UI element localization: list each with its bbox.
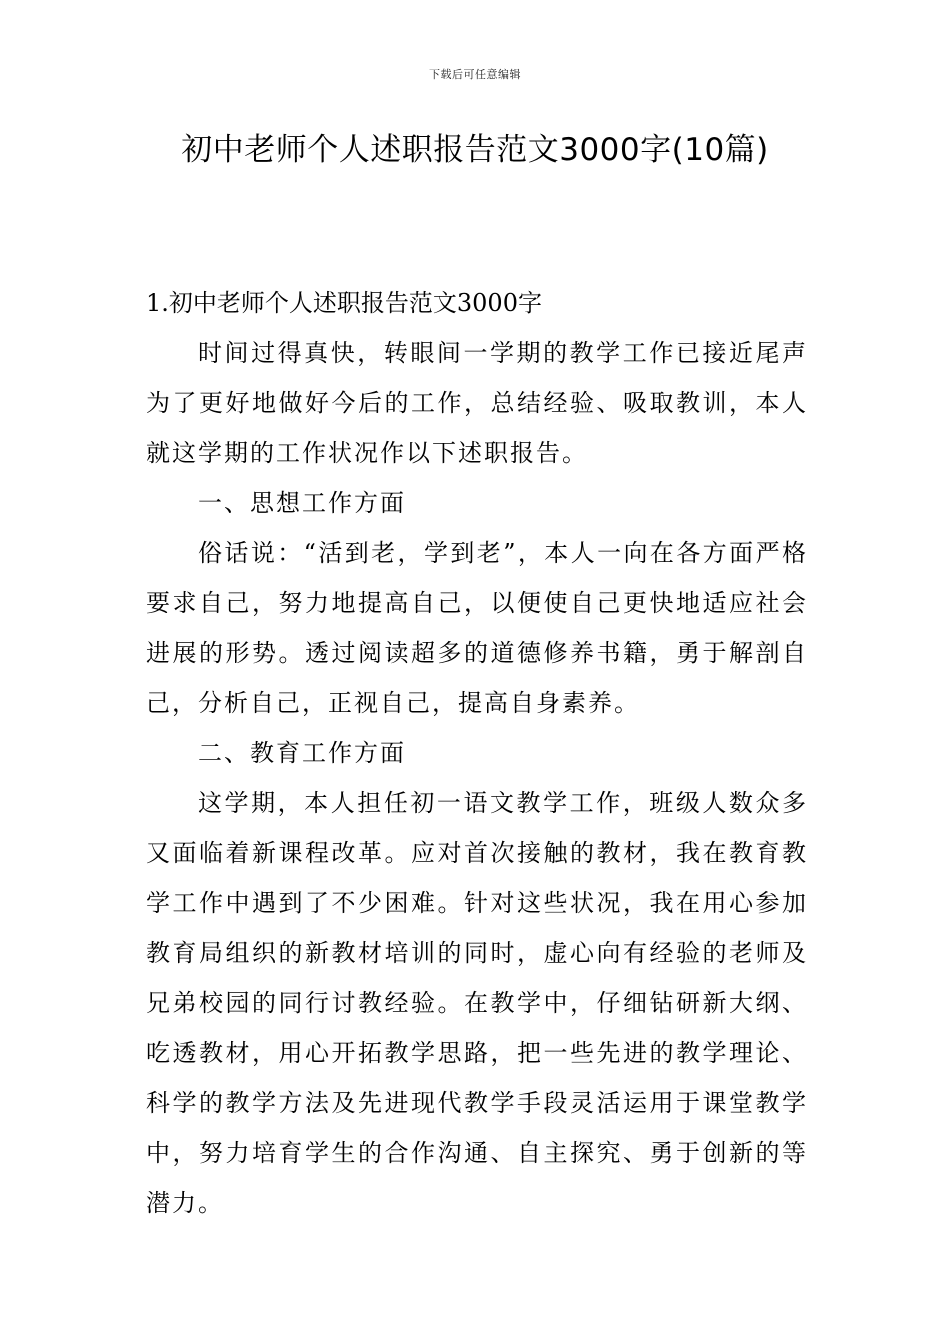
section-heading: 1.初中老师个人述职报告范文3000字 (146, 289, 542, 317)
subheading-education: 二、教育工作方面 (198, 739, 406, 767)
paragraph-education: 这学期，本人担任初一语文教学工作，班级人数众多又面临着新课程改革。应对首次接触的教材，我在教育教学工作中遇到了不少困难。针对这些状况，我在用心参加教育局组织的新教材培训的同时，虚心向有经验的老师及兄弟校园的同行讨教经验。在教学中，仔细钻研新大纲、吃透教材，用心开拓教学思路，把一些先进的教学理论、科学的教学方法及先进现代教学手段灵活运用于课堂教学中，努力培育学生的合作沟通、自主探究、勇于创新的等潜力。 (146, 789, 808, 1217)
subheading-ideology: 一、思想工作方面 (198, 489, 406, 517)
paragraph-intro: 时间过得真快，转眼间一学期的教学工作已接近尾声为了更好地做好今后的工作，总结经验、吸取教训，本人就这学期的工作状况作以下述职报告。 (146, 339, 808, 467)
document-title: 初中老师个人述职报告范文3000字(10篇) (181, 132, 769, 168)
paragraph-ideology: 俗话说：“活到老，学到老”，本人一向在各方面严格要求自己，努力地提高自己，以便使自己更快地适应社会进展的形势。透过阅读超多的道德修养书籍，勇于解剖自己，分析自己，正视自己，提高自身素养。 (146, 539, 808, 717)
header-note: 下载后可任意编辑 (429, 68, 521, 81)
document-body (146, 278, 808, 1228)
